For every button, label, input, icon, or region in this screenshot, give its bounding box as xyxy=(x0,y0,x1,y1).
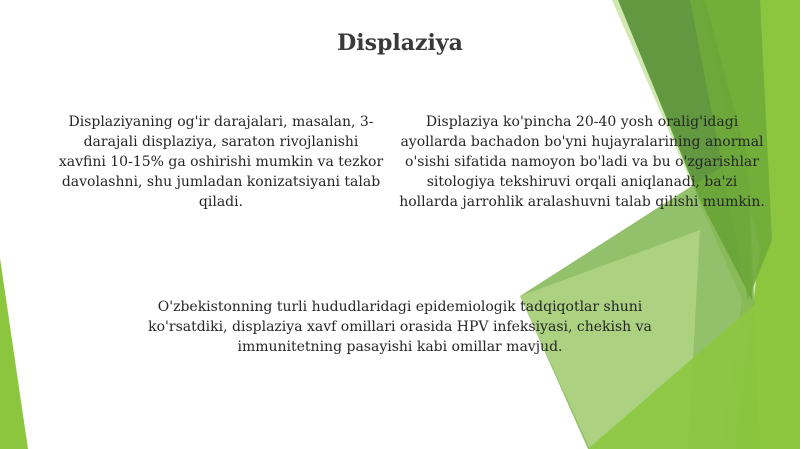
left-green-sliver xyxy=(0,258,28,449)
left-paragraph: Displaziyaning og'ir darajalari, masalan, 3-darajali displaziya, saraton rivojlanishi xavfini 10-15% ga oshirishi mumkin va tezkor davolashni, shu jumladan konizatsiyani talab qiladi. xyxy=(58,114,384,210)
right-paragraph: Displaziya ko'pincha 20-40 yosh oralig'idagi ayollarda bachadon bo'yni hujayralarining anormal o'sishi sifatida namoyon bo'ladi va bu o'zgarishlar sitologiya tekshiruvi orqali aniqlanadi, ba'zi hollarda jarrohlik aralashuvni talab qilishi mumkin. xyxy=(399,114,765,210)
bottom-paragraph: O'zbekistonning turli hududlaridagi epidemiologik tadqiqotlar shuni ko'rsatdiki, displaziya xavf omillari orasida HPV infeksiyasi, chekish va immunitetning pasayishi kabi omillar mavjud. xyxy=(148,299,652,355)
slide-title: Displaziya xyxy=(337,30,463,56)
